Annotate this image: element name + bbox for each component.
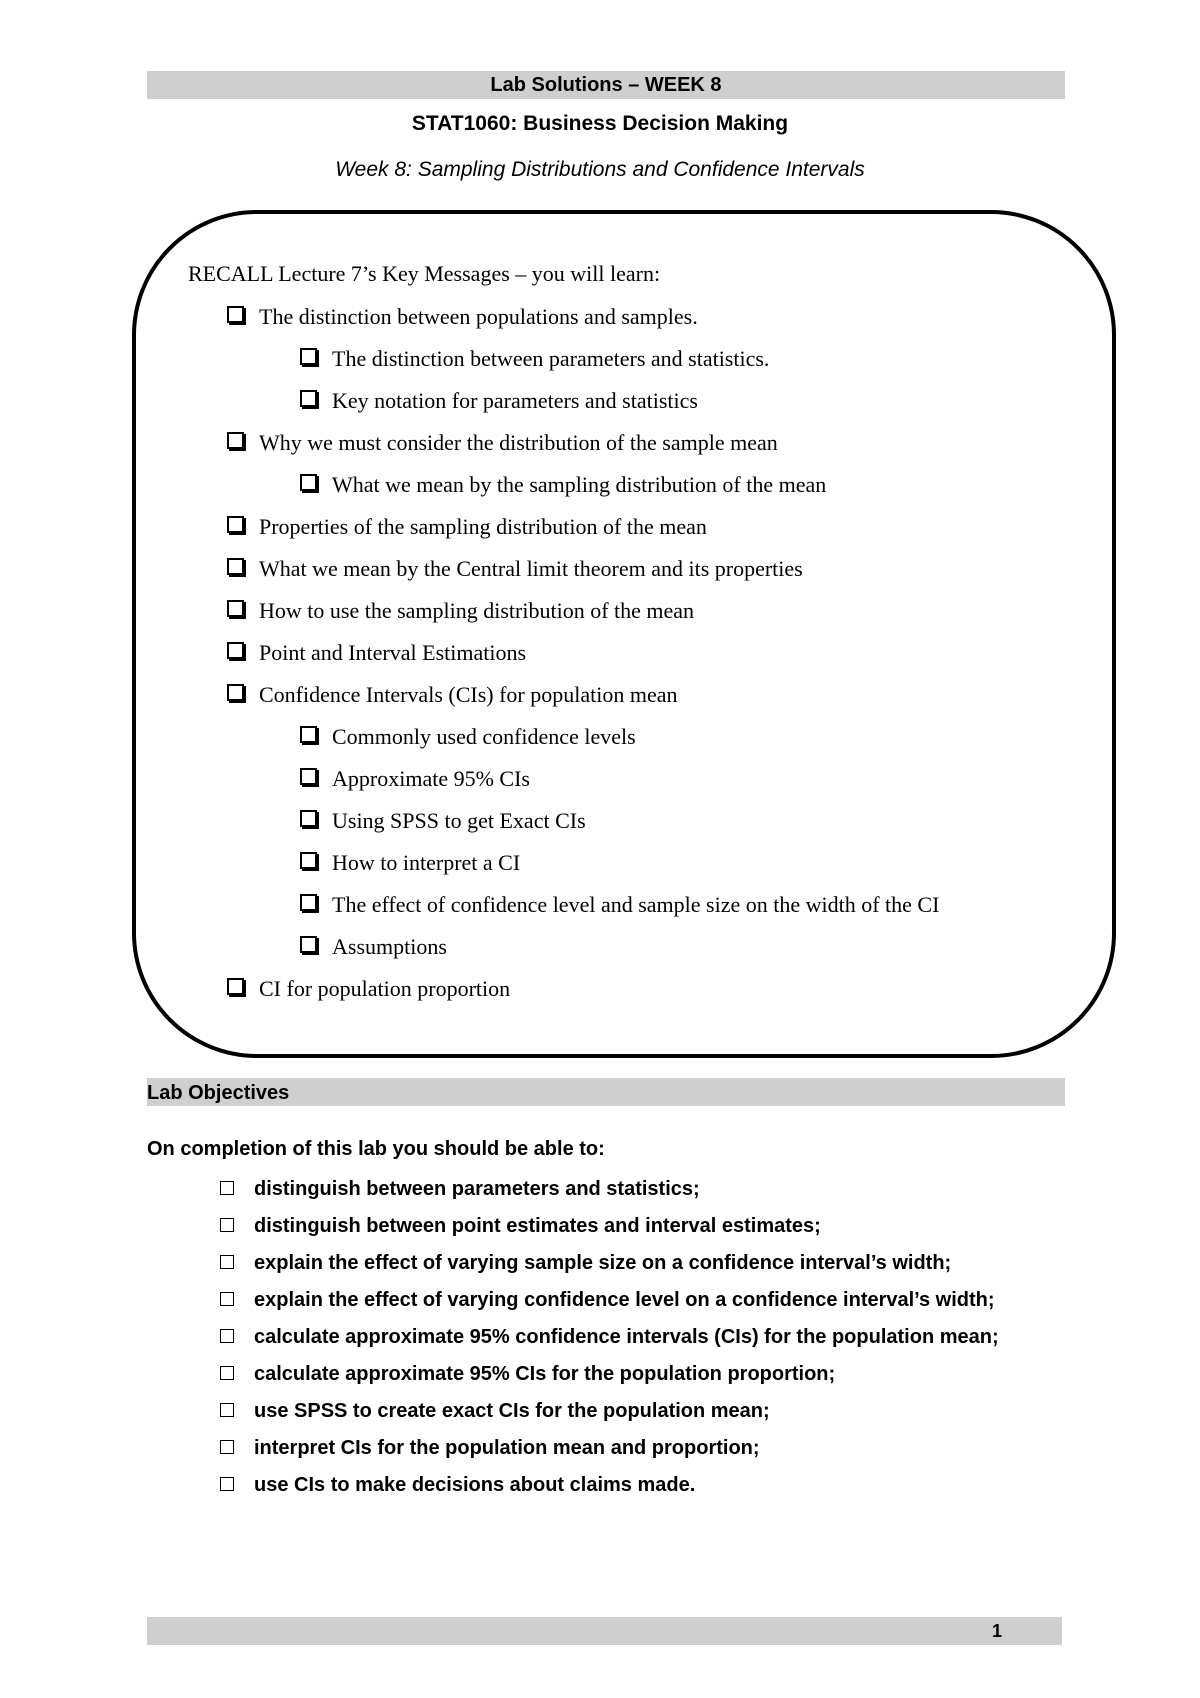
objective-item: distinguish between parameters and statistics; <box>220 1176 700 1202</box>
checkbox-icon <box>227 432 244 449</box>
recall-item: How to interpret a CI <box>300 849 520 877</box>
recall-item: What we mean by the sampling distribution of the mean <box>300 471 826 499</box>
checkbox-icon <box>300 474 317 491</box>
objectives-title: Lab Objectives <box>147 1082 290 1104</box>
checkbox-icon <box>300 768 317 785</box>
objective-item: use SPSS to create exact CIs for the population mean; <box>220 1398 770 1424</box>
page-number: 1 <box>991 1621 1002 1641</box>
course-title: STAT1060: Business Decision Making <box>411 112 789 135</box>
checkbox-icon <box>220 1329 234 1343</box>
checkbox-icon <box>227 600 244 617</box>
recall-item: Why we must consider the distribution of the sample mean <box>227 429 778 457</box>
recall-item: Assumptions <box>300 933 447 961</box>
footer-band <box>147 1617 1062 1645</box>
recall-item: The distinction between parameters and statistics. <box>300 345 769 373</box>
recall-item: Point and Interval Estimations <box>227 639 526 667</box>
checkbox-icon <box>220 1292 234 1306</box>
checkbox-icon <box>227 516 244 533</box>
recall-box <box>132 210 1116 1058</box>
objectives-intro: On completion of this lab you should be able to: <box>147 1138 605 1160</box>
checkbox-icon <box>220 1218 234 1232</box>
recall-item: What we mean by the Central limit theorem and its properties <box>227 555 803 583</box>
checkbox-icon <box>227 684 244 701</box>
checkbox-icon <box>300 894 317 911</box>
objective-item: explain the effect of varying confidence level on a confidence interval’s width; <box>220 1287 995 1313</box>
checkbox-icon <box>227 306 244 323</box>
checkbox-icon <box>300 726 317 743</box>
recall-item: How to use the sampling distribution of the mean <box>227 597 694 625</box>
recall-item: Key notation for parameters and statistics <box>300 387 698 415</box>
header-band <box>147 71 1065 99</box>
recall-item: CI for population proportion <box>227 975 510 1003</box>
checkbox-icon <box>220 1477 234 1491</box>
recall-item: Commonly used confidence levels <box>300 723 636 751</box>
checkbox-icon <box>300 936 317 953</box>
objectives-band <box>147 1078 1065 1106</box>
objective-item: interpret CIs for the population mean and proportion; <box>220 1435 760 1461</box>
objective-item: calculate approximate 95% confidence intervals (CIs) for the population mean; <box>220 1324 999 1350</box>
checkbox-icon <box>220 1403 234 1417</box>
checkbox-icon <box>300 852 317 869</box>
header-band-text: Lab Solutions – WEEK 8 <box>490 74 722 96</box>
checkbox-icon <box>220 1181 234 1195</box>
objective-item: use CIs to make decisions about claims made. <box>220 1472 695 1498</box>
recall-item: Confidence Intervals (CIs) for population mean <box>227 681 677 709</box>
recall-heading: RECALL Lecture 7’s Key Messages – you will learn: <box>188 261 661 286</box>
checkbox-icon <box>227 642 244 659</box>
checkbox-icon <box>300 810 317 827</box>
checkbox-icon <box>227 978 244 995</box>
week-subtitle: Week 8: Sampling Distributions and Confidence Intervals <box>335 158 865 181</box>
recall-item: Using SPSS to get Exact CIs <box>300 807 586 835</box>
checkbox-icon <box>227 558 244 575</box>
objective-item: distinguish between point estimates and interval estimates; <box>220 1213 821 1239</box>
checkbox-icon <box>220 1366 234 1380</box>
checkbox-icon <box>220 1440 234 1454</box>
checkbox-icon <box>300 348 317 365</box>
checkbox-icon <box>300 390 317 407</box>
objective-item: explain the effect of varying sample size on a confidence interval’s width; <box>220 1250 951 1276</box>
recall-item: The effect of confidence level and sample size on the width of the CI <box>300 891 939 919</box>
recall-item: Approximate 95% CIs <box>300 765 530 793</box>
checkbox-icon <box>220 1255 234 1269</box>
objective-item: calculate approximate 95% CIs for the population proportion; <box>220 1361 835 1387</box>
recall-item: Properties of the sampling distribution of the mean <box>227 513 707 541</box>
recall-item: The distinction between populations and samples. <box>227 303 698 331</box>
